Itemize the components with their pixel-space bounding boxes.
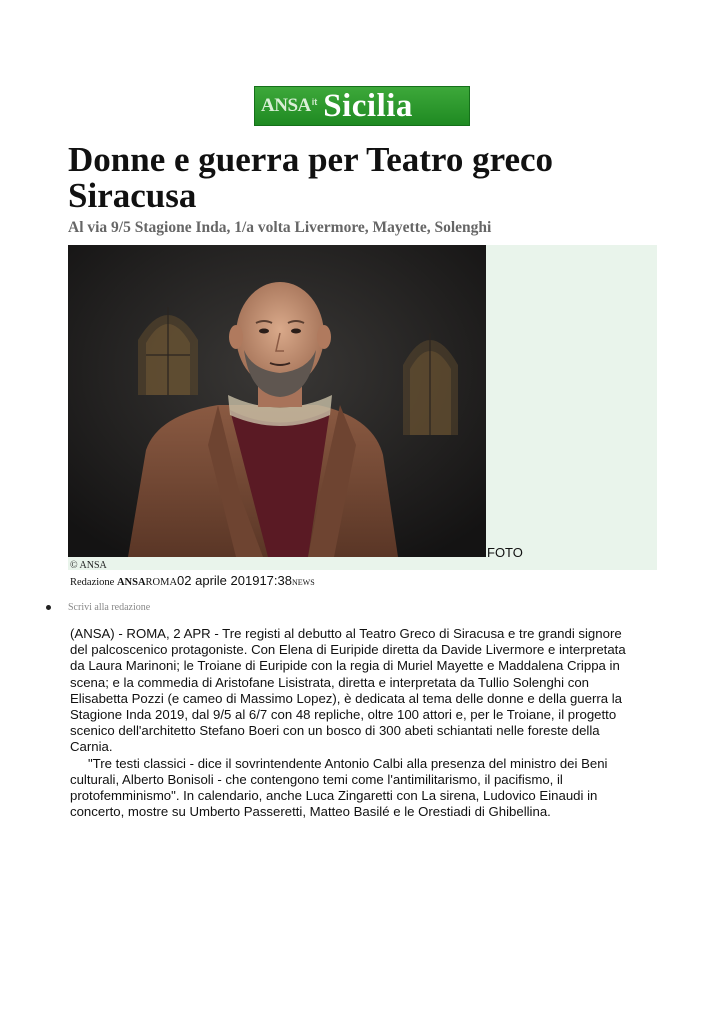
article-paragraph: "Tre testi classici - dice il sovrintendente Antonio Calbi alla presenza del ministro dei Beni culturali, Alberto Bonisoli - che contengono temi come l'antimilitarismo, il pacifismo, il protofemminismo". In calendario, anche Luca Zingaretti con La sirena, Ludovico Einaudi in concerto, mostre su Umberto Passeretti, Matteo Basilé e le Orestiadi di Ghibellina. <box>70 755 608 820</box>
logo-suffix: it <box>311 97 318 107</box>
logo-region: Sicilia <box>323 87 413 124</box>
logo-brand: ANSA <box>261 95 311 116</box>
photo-label: FOTO <box>487 545 523 560</box>
byline-datetime: 02 aprile 201917:38 <box>177 573 292 588</box>
article-body <box>70 626 640 820</box>
write-to-editor-link[interactable]: Scrivi alla redazione <box>68 602 151 613</box>
photo-copyright: © ANSA <box>70 560 107 571</box>
article-byline <box>70 573 315 588</box>
byline-agency: ANSA <box>116 577 146 588</box>
byline-prefix: Redazione <box>70 577 117 588</box>
article-paragraph: (ANSA) - ROMA, 2 APR - Tre registi al debutto al Teatro Greco di Siracusa e tre grandi signore del palcoscenico protagoniste. Con Elena di Euripide diretta da Davide Livermore e interpretata da Laura Marinoni; le Troiane di Euripide con la regia di Muriel Mayette e Maddalena Crippa in scena; e la commedia di Aristofane Lisistrata, diretta e interpretata da Tullio Solenghi con Elisabetta Pozzi (e cameo di Massimo Lopez), è dedicata al tema delle donne e della guerra la Stagione Inda 2019, dal 9/5 al 6/7 con 48 repliche, oltre 100 attori e, per le Troiane, il progetto scenico dell'architetto Stefano Boeri con un bosco di 300 abeti schiantati nelle foreste della Carnia. <box>70 626 626 755</box>
portrait-illustration <box>68 245 486 557</box>
byline-city: ROMA <box>145 577 178 588</box>
bullet-icon <box>46 605 51 610</box>
write-to-editor-item <box>46 602 150 613</box>
article-subtitle: Al via 9/5 Stagione Inda, 1/a volta Livermore, Mayette, Solenghi <box>68 219 492 236</box>
byline-section: NEWS <box>291 578 315 587</box>
photo-container <box>68 245 657 570</box>
article-photo[interactable] <box>68 245 486 557</box>
ansa-sicilia-logo[interactable] <box>254 86 470 126</box>
article-title: Donne e guerra per Teatro greco Siracusa <box>68 140 554 215</box>
